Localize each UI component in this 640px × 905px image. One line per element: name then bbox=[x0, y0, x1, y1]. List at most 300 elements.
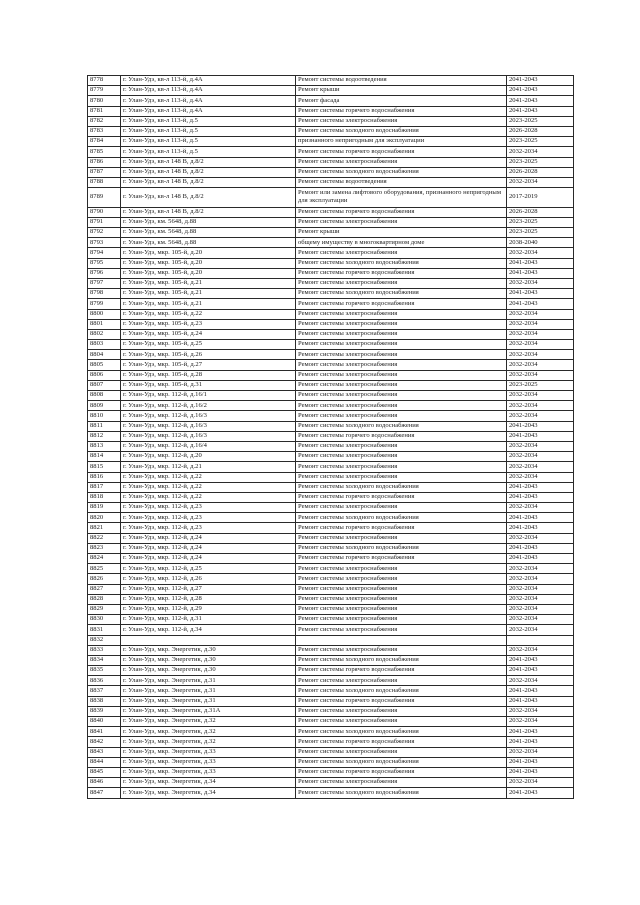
row-number-cell: 8788 bbox=[88, 177, 121, 187]
address-cell: г. Улан-Удэ, мкр. 105-й, д.20 bbox=[121, 258, 296, 268]
row-number-cell: 8825 bbox=[88, 564, 121, 574]
address-cell: г. Улан-Удэ, мкр. 112-й, д.34 bbox=[121, 625, 296, 635]
table-row bbox=[88, 615, 574, 625]
period-cell: 2041-2043 bbox=[507, 737, 574, 747]
table-row bbox=[88, 513, 574, 523]
address-cell: г. Улан-Удэ, мкр. 105-й, д.21 bbox=[121, 278, 296, 288]
table-row bbox=[88, 594, 574, 604]
address-cell: г. Улан-Удэ, мкр. 112-й, д.23 bbox=[121, 513, 296, 523]
work-type-cell: Ремонт системы горячего водоснабжения bbox=[296, 523, 507, 533]
repair-schedule-table bbox=[87, 75, 574, 799]
table-row bbox=[88, 188, 574, 208]
table-row bbox=[88, 686, 574, 696]
address-cell: г. Улан-Удэ, кв-л 113-й, д.4А bbox=[121, 76, 296, 86]
table-row bbox=[88, 319, 574, 329]
address-cell: г. Улан-Удэ, мкр. 105-й, д.20 bbox=[121, 248, 296, 258]
period-cell: 2023-2025 bbox=[507, 228, 574, 238]
address-cell: г. Улан-Удэ, мкр. Энергетик, д.34 bbox=[121, 778, 296, 788]
work-type-cell: Ремонт системы электроснабжения bbox=[296, 584, 507, 594]
period-cell: 2041-2043 bbox=[507, 106, 574, 116]
row-number-cell: 8790 bbox=[88, 207, 121, 217]
period-cell: 2032-2034 bbox=[507, 533, 574, 543]
row-number-cell: 8813 bbox=[88, 441, 121, 451]
address-cell: г. Улан-Удэ, мкр. 112-й, д.22 bbox=[121, 482, 296, 492]
work-type-cell: Ремонт системы горячего водоснабжения bbox=[296, 431, 507, 441]
period-cell: 2023-2025 bbox=[507, 380, 574, 390]
table-row bbox=[88, 411, 574, 421]
row-number-cell: 8810 bbox=[88, 411, 121, 421]
work-type-cell: Ремонт системы горячего водоснабжения bbox=[296, 737, 507, 747]
row-number-cell: 8840 bbox=[88, 717, 121, 727]
work-type-cell: Ремонт системы горячего водоснабжения bbox=[296, 492, 507, 502]
row-number-cell: 8842 bbox=[88, 737, 121, 747]
period-cell: 2032-2034 bbox=[507, 350, 574, 360]
address-cell: г. Улан-Удэ, мкр. 112-й, д.16/3 bbox=[121, 421, 296, 431]
period-cell: 2032-2034 bbox=[507, 574, 574, 584]
address-cell: г. Улан-Удэ, кв-л 113-й, д.5 bbox=[121, 116, 296, 126]
table-row bbox=[88, 137, 574, 147]
row-number-cell: 8791 bbox=[88, 217, 121, 227]
row-number-cell: 8782 bbox=[88, 116, 121, 126]
period-cell: 2041-2043 bbox=[507, 431, 574, 441]
row-number-cell: 8784 bbox=[88, 137, 121, 147]
work-type-cell: Ремонт системы холодного водоснабжения bbox=[296, 788, 507, 798]
period-cell: 2032-2034 bbox=[507, 747, 574, 757]
address-cell: г. Улан-Удэ, кв-л 113-й, д.4А bbox=[121, 106, 296, 116]
address-cell: г. Улан-Удэ, кв-л 148 В, д.8/2 bbox=[121, 157, 296, 167]
row-number-cell: 8800 bbox=[88, 309, 121, 319]
work-type-cell: Ремонт системы холодного водоснабжения bbox=[296, 513, 507, 523]
period-cell: 2032-2034 bbox=[507, 594, 574, 604]
period-cell: 2041-2043 bbox=[507, 492, 574, 502]
table-row bbox=[88, 625, 574, 635]
address-cell: г. Улан-Удэ, мкр. 112-й, д.16/2 bbox=[121, 401, 296, 411]
address-cell: г. Улан-Удэ, мкр. Энергетик, д.33 bbox=[121, 757, 296, 767]
period-cell: 2032-2034 bbox=[507, 401, 574, 411]
row-number-cell: 8828 bbox=[88, 594, 121, 604]
period-cell: 2041-2043 bbox=[507, 655, 574, 665]
table-row bbox=[88, 778, 574, 788]
work-type-cell: Ремонт системы горячего водоснабжения bbox=[296, 147, 507, 157]
work-type-cell: Ремонт системы горячего водоснабжения bbox=[296, 767, 507, 777]
address-cell: г. Улан-Удэ, мкр. 112-й, д.23 bbox=[121, 503, 296, 513]
work-type-cell: Ремонт системы холодного водоснабжения bbox=[296, 757, 507, 767]
row-number-cell: 8787 bbox=[88, 167, 121, 177]
table-row bbox=[88, 543, 574, 553]
period-cell: 2032-2034 bbox=[507, 472, 574, 482]
row-number-cell: 8816 bbox=[88, 472, 121, 482]
work-type-cell: Ремонт системы холодного водоснабжения bbox=[296, 167, 507, 177]
table-row bbox=[88, 86, 574, 96]
address-cell: г. Улан-Удэ, мкр. 112-й, д.16/3 bbox=[121, 431, 296, 441]
period-cell: 2041-2043 bbox=[507, 727, 574, 737]
work-type-cell: Ремонт системы электроснабжения bbox=[296, 116, 507, 126]
period-cell: 2041-2043 bbox=[507, 666, 574, 676]
row-number-cell: 8829 bbox=[88, 604, 121, 614]
work-type-cell: Ремонт системы горячего водоснабжения bbox=[296, 268, 507, 278]
table-row bbox=[88, 472, 574, 482]
table-row bbox=[88, 655, 574, 665]
work-type-cell: Ремонт системы холодного водоснабжения bbox=[296, 543, 507, 553]
period-cell: 2032-2034 bbox=[507, 452, 574, 462]
work-type-cell: Ремонт системы электроснабжения bbox=[296, 615, 507, 625]
work-type-cell: Ремонт системы горячего водоснабжения bbox=[296, 207, 507, 217]
period-cell: 2032-2034 bbox=[507, 462, 574, 472]
period-cell: 2032-2034 bbox=[507, 340, 574, 350]
table-row bbox=[88, 584, 574, 594]
row-number-cell: 8833 bbox=[88, 645, 121, 655]
address-cell: г. Улан-Удэ, мкр. 105-й, д.28 bbox=[121, 370, 296, 380]
work-type-cell: Ремонт системы электроснабжения bbox=[296, 441, 507, 451]
table-row bbox=[88, 604, 574, 614]
row-number-cell: 8786 bbox=[88, 157, 121, 167]
period-cell bbox=[507, 635, 574, 645]
period-cell: 2032-2034 bbox=[507, 778, 574, 788]
table-row bbox=[88, 737, 574, 747]
work-type-cell: Ремонт системы электроснабжения bbox=[296, 452, 507, 462]
row-number-cell: 8824 bbox=[88, 554, 121, 564]
address-cell bbox=[121, 635, 296, 645]
period-cell: 2023-2025 bbox=[507, 116, 574, 126]
table-row bbox=[88, 431, 574, 441]
address-cell: г. Улан-Удэ, мкр. 112-й, д.25 bbox=[121, 564, 296, 574]
work-type-cell: Ремонт системы электроснабжения bbox=[296, 411, 507, 421]
period-cell: 2041-2043 bbox=[507, 767, 574, 777]
address-cell: г. Улан-Удэ, кв-л 148 В, д.8/2 bbox=[121, 167, 296, 177]
table-row bbox=[88, 676, 574, 686]
row-number-cell: 8805 bbox=[88, 360, 121, 370]
work-type-cell: признанного непригодным для эксплуатации bbox=[296, 137, 507, 147]
row-number-cell: 8814 bbox=[88, 452, 121, 462]
table-row bbox=[88, 76, 574, 86]
work-type-cell: Ремонт системы электроснабжения bbox=[296, 217, 507, 227]
row-number-cell: 8802 bbox=[88, 329, 121, 339]
table-row bbox=[88, 523, 574, 533]
address-cell: г. Улан-Удэ, мкр. Энергетик, д.33 bbox=[121, 747, 296, 757]
table-row bbox=[88, 757, 574, 767]
work-type-cell: Ремонт системы электроснабжения bbox=[296, 717, 507, 727]
table-body bbox=[88, 76, 574, 799]
address-cell: г. Улан-Удэ, мкр. 105-й, д.22 bbox=[121, 309, 296, 319]
row-number-cell: 8827 bbox=[88, 584, 121, 594]
period-cell: 2023-2025 bbox=[507, 217, 574, 227]
period-cell: 2026-2028 bbox=[507, 126, 574, 136]
address-cell: г. Улан-Удэ, мкр. 105-й, д.21 bbox=[121, 289, 296, 299]
address-cell: г. Улан-Удэ, кв-л 113-й, д.5 bbox=[121, 126, 296, 136]
work-type-cell: Ремонт крыши bbox=[296, 86, 507, 96]
table-row bbox=[88, 177, 574, 187]
address-cell: г. Улан-Удэ, км. 5648, д.88 bbox=[121, 228, 296, 238]
row-number-cell: 8808 bbox=[88, 391, 121, 401]
address-cell: г. Улан-Удэ, кв-л 148 В, д.8/2 bbox=[121, 207, 296, 217]
work-type-cell: Ремонт системы электроснабжения bbox=[296, 503, 507, 513]
period-cell: 2041-2043 bbox=[507, 523, 574, 533]
table-row bbox=[88, 482, 574, 492]
address-cell: г. Улан-Удэ, мкр. 112-й, д.21 bbox=[121, 462, 296, 472]
address-cell: г. Улан-Удэ, мкр. Энергетик, д.30 bbox=[121, 645, 296, 655]
address-cell: г. Улан-Удэ, мкр. 105-й, д.25 bbox=[121, 340, 296, 350]
table-row bbox=[88, 228, 574, 238]
work-type-cell: Ремонт системы холодного водоснабжения bbox=[296, 421, 507, 431]
work-type-cell: Ремонт системы электроснабжения bbox=[296, 329, 507, 339]
address-cell: г. Улан-Удэ, мкр. Энергетик, д.31 bbox=[121, 676, 296, 686]
period-cell: 2041-2043 bbox=[507, 482, 574, 492]
row-number-cell: 8811 bbox=[88, 421, 121, 431]
period-cell: 2032-2034 bbox=[507, 391, 574, 401]
work-type-cell bbox=[296, 635, 507, 645]
work-type-cell: Ремонт системы электроснабжения bbox=[296, 309, 507, 319]
row-number-cell: 8844 bbox=[88, 757, 121, 767]
period-cell: 2026-2028 bbox=[507, 167, 574, 177]
table-row bbox=[88, 788, 574, 798]
work-type-cell: Ремонт системы электроснабжения bbox=[296, 533, 507, 543]
work-type-cell: Ремонт системы холодного водоснабжения bbox=[296, 727, 507, 737]
period-cell: 2041-2043 bbox=[507, 513, 574, 523]
row-number-cell: 8794 bbox=[88, 248, 121, 258]
address-cell: г. Улан-Удэ, мкр. 105-й, д.20 bbox=[121, 268, 296, 278]
table-row bbox=[88, 217, 574, 227]
address-cell: г. Улан-Удэ, мкр. 112-й, д.22 bbox=[121, 472, 296, 482]
period-cell: 2017-2019 bbox=[507, 188, 574, 208]
work-type-cell: Ремонт системы электроснабжения bbox=[296, 340, 507, 350]
row-number-cell: 8780 bbox=[88, 96, 121, 106]
table-row bbox=[88, 645, 574, 655]
period-cell: 2032-2034 bbox=[507, 360, 574, 370]
address-cell: г. Улан-Удэ, км. 5648, д.88 bbox=[121, 217, 296, 227]
period-cell: 2032-2034 bbox=[507, 370, 574, 380]
address-cell: г. Улан-Удэ, мкр. 112-й, д.31 bbox=[121, 615, 296, 625]
row-number-cell: 8803 bbox=[88, 340, 121, 350]
work-type-cell: общему имуществу в многоквартирном доме bbox=[296, 238, 507, 248]
address-cell: г. Улан-Удэ, кв-л 148 В, д.8/2 bbox=[121, 188, 296, 208]
row-number-cell: 8812 bbox=[88, 431, 121, 441]
address-cell: г. Улан-Удэ, мкр. Энергетик, д.34 bbox=[121, 788, 296, 798]
table-row bbox=[88, 421, 574, 431]
table-row bbox=[88, 278, 574, 288]
work-type-cell: Ремонт крыши bbox=[296, 228, 507, 238]
work-type-cell: Ремонт системы электроснабжения bbox=[296, 157, 507, 167]
work-type-cell: Ремонт системы электроснабжения bbox=[296, 360, 507, 370]
period-cell: 2032-2034 bbox=[507, 248, 574, 258]
table-row bbox=[88, 401, 574, 411]
period-cell: 2041-2043 bbox=[507, 76, 574, 86]
table-row bbox=[88, 147, 574, 157]
row-number-cell: 8838 bbox=[88, 696, 121, 706]
row-number-cell: 8826 bbox=[88, 574, 121, 584]
period-cell: 2032-2034 bbox=[507, 717, 574, 727]
work-type-cell: Ремонт системы электроснабжения bbox=[296, 462, 507, 472]
period-cell: 2032-2034 bbox=[507, 564, 574, 574]
table-row bbox=[88, 492, 574, 502]
work-type-cell: Ремонт системы горячего водоснабжения bbox=[296, 554, 507, 564]
table-row bbox=[88, 340, 574, 350]
row-number-cell: 8832 bbox=[88, 635, 121, 645]
address-cell: г. Улан-Удэ, мкр. Энергетик, д.32 bbox=[121, 727, 296, 737]
table-row bbox=[88, 391, 574, 401]
work-type-cell: Ремонт системы электроснабжения bbox=[296, 747, 507, 757]
address-cell: г. Улан-Удэ, мкр. 112-й, д.23 bbox=[121, 523, 296, 533]
address-cell: г. Улан-Удэ, км. 5648, д.88 bbox=[121, 238, 296, 248]
table-row bbox=[88, 441, 574, 451]
table-row bbox=[88, 717, 574, 727]
work-type-cell: Ремонт системы электроснабжения bbox=[296, 472, 507, 482]
work-type-cell: Ремонт системы водоотведения bbox=[296, 177, 507, 187]
work-type-cell: Ремонт системы электроснабжения bbox=[296, 278, 507, 288]
period-cell: 2032-2034 bbox=[507, 604, 574, 614]
row-number-cell: 8789 bbox=[88, 188, 121, 208]
address-cell: г. Улан-Удэ, мкр. 112-й, д.16/1 bbox=[121, 391, 296, 401]
period-cell: 2023-2025 bbox=[507, 137, 574, 147]
period-cell: 2032-2034 bbox=[507, 645, 574, 655]
work-type-cell: Ремонт системы электроснабжения bbox=[296, 401, 507, 411]
period-cell: 2032-2034 bbox=[507, 615, 574, 625]
period-cell: 2032-2034 bbox=[507, 147, 574, 157]
table-row bbox=[88, 96, 574, 106]
row-number-cell: 8845 bbox=[88, 767, 121, 777]
work-type-cell: Ремонт системы электроснабжения bbox=[296, 706, 507, 716]
address-cell: г. Улан-Удэ, кв-л 148 В, д.8/2 bbox=[121, 177, 296, 187]
work-type-cell: Ремонт системы электроснабжения bbox=[296, 380, 507, 390]
work-type-cell: Ремонт системы электроснабжения bbox=[296, 778, 507, 788]
row-number-cell: 8837 bbox=[88, 686, 121, 696]
row-number-cell: 8834 bbox=[88, 655, 121, 665]
row-number-cell: 8783 bbox=[88, 126, 121, 136]
row-number-cell: 8799 bbox=[88, 299, 121, 309]
period-cell: 2041-2043 bbox=[507, 686, 574, 696]
row-number-cell: 8847 bbox=[88, 788, 121, 798]
work-type-cell: Ремонт системы электроснабжения bbox=[296, 564, 507, 574]
period-cell: 2032-2034 bbox=[507, 278, 574, 288]
address-cell: г. Улан-Удэ, мкр. 105-й, д.23 bbox=[121, 319, 296, 329]
row-number-cell: 8792 bbox=[88, 228, 121, 238]
address-cell: г. Улан-Удэ, мкр. Энергетик, д.33 bbox=[121, 767, 296, 777]
address-cell: г. Улан-Удэ, мкр. 112-й, д.16/4 bbox=[121, 441, 296, 451]
address-cell: г. Улан-Удэ, мкр. 112-й, д.16/3 bbox=[121, 411, 296, 421]
table-row bbox=[88, 167, 574, 177]
table-row bbox=[88, 533, 574, 543]
table-row bbox=[88, 268, 574, 278]
row-number-cell: 8796 bbox=[88, 268, 121, 278]
period-cell: 2032-2034 bbox=[507, 625, 574, 635]
work-type-cell: Ремонт системы электроснабжения bbox=[296, 370, 507, 380]
period-cell: 2032-2034 bbox=[507, 329, 574, 339]
row-number-cell: 8809 bbox=[88, 401, 121, 411]
address-cell: г. Улан-Удэ, мкр. 112-й, д.28 bbox=[121, 594, 296, 604]
period-cell: 2026-2028 bbox=[507, 207, 574, 217]
address-cell: г. Улан-Удэ, кв-л 113-й, д.4А bbox=[121, 86, 296, 96]
work-type-cell: Ремонт системы горячего водоснабжения bbox=[296, 106, 507, 116]
row-number-cell: 8793 bbox=[88, 238, 121, 248]
table-row bbox=[88, 309, 574, 319]
table-row bbox=[88, 207, 574, 217]
address-cell: г. Улан-Удэ, мкр. 112-й, д.22 bbox=[121, 492, 296, 502]
work-type-cell: Ремонт системы холодного водоснабжения bbox=[296, 289, 507, 299]
address-cell: г. Улан-Удэ, кв-л 113-й, д.5 bbox=[121, 147, 296, 157]
table-row bbox=[88, 727, 574, 737]
period-cell: 2023-2025 bbox=[507, 157, 574, 167]
work-type-cell: Ремонт или замена лифтового оборудования, признанного непригодным для эксплуатации bbox=[296, 188, 507, 208]
table-row bbox=[88, 574, 574, 584]
table-row bbox=[88, 106, 574, 116]
row-number-cell: 8843 bbox=[88, 747, 121, 757]
table-row bbox=[88, 767, 574, 777]
work-type-cell: Ремонт системы горячего водоснабжения bbox=[296, 696, 507, 706]
work-type-cell: Ремонт фасада bbox=[296, 96, 507, 106]
table-row bbox=[88, 126, 574, 136]
period-cell: 2041-2043 bbox=[507, 96, 574, 106]
row-number-cell: 8822 bbox=[88, 533, 121, 543]
row-number-cell: 8804 bbox=[88, 350, 121, 360]
row-number-cell: 8801 bbox=[88, 319, 121, 329]
period-cell: 2041-2043 bbox=[507, 289, 574, 299]
row-number-cell: 8830 bbox=[88, 615, 121, 625]
table-row bbox=[88, 380, 574, 390]
work-type-cell: Ремонт системы холодного водоснабжения bbox=[296, 655, 507, 665]
table-row bbox=[88, 248, 574, 258]
address-cell: г. Улан-Удэ, мкр. 112-й, д.27 bbox=[121, 584, 296, 594]
row-number-cell: 8797 bbox=[88, 278, 121, 288]
period-cell: 2032-2034 bbox=[507, 706, 574, 716]
table-row bbox=[88, 258, 574, 268]
address-cell: г. Улан-Удэ, мкр. 105-й, д.27 bbox=[121, 360, 296, 370]
table-row bbox=[88, 350, 574, 360]
work-type-cell: Ремонт системы электроснабжения bbox=[296, 319, 507, 329]
period-cell: 2032-2034 bbox=[507, 319, 574, 329]
period-cell: 2041-2043 bbox=[507, 543, 574, 553]
period-cell: 2041-2043 bbox=[507, 757, 574, 767]
period-cell: 2032-2034 bbox=[507, 503, 574, 513]
row-number-cell: 8815 bbox=[88, 462, 121, 472]
row-number-cell: 8807 bbox=[88, 380, 121, 390]
table-row bbox=[88, 666, 574, 676]
row-number-cell: 8839 bbox=[88, 706, 121, 716]
address-cell: г. Улан-Удэ, мкр. Энергетик, д.31 bbox=[121, 696, 296, 706]
table-row bbox=[88, 696, 574, 706]
row-number-cell: 8785 bbox=[88, 147, 121, 157]
work-type-cell: Ремонт системы электроснабжения bbox=[296, 676, 507, 686]
row-number-cell: 8821 bbox=[88, 523, 121, 533]
work-type-cell: Ремонт системы электроснабжения bbox=[296, 594, 507, 604]
period-cell: 2041-2043 bbox=[507, 299, 574, 309]
table-row bbox=[88, 635, 574, 645]
address-cell: г. Улан-Удэ, мкр. 112-й, д.24 bbox=[121, 554, 296, 564]
table-row bbox=[88, 452, 574, 462]
period-cell: 2032-2034 bbox=[507, 676, 574, 686]
row-number-cell: 8818 bbox=[88, 492, 121, 502]
address-cell: г. Улан-Удэ, мкр. Энергетик, д.32 bbox=[121, 737, 296, 747]
row-number-cell: 8778 bbox=[88, 76, 121, 86]
row-number-cell: 8823 bbox=[88, 543, 121, 553]
address-cell: г. Улан-Удэ, мкр. 105-й, д.26 bbox=[121, 350, 296, 360]
address-cell: г. Улан-Удэ, мкр. Энергетик, д.31А bbox=[121, 706, 296, 716]
address-cell: г. Улан-Удэ, мкр. 112-й, д.29 bbox=[121, 604, 296, 614]
work-type-cell: Ремонт системы водоотведения bbox=[296, 76, 507, 86]
period-cell: 2032-2034 bbox=[507, 309, 574, 319]
work-type-cell: Ремонт системы холодного водоснабжения bbox=[296, 482, 507, 492]
row-number-cell: 8846 bbox=[88, 778, 121, 788]
table-row bbox=[88, 462, 574, 472]
row-number-cell: 8819 bbox=[88, 503, 121, 513]
row-number-cell: 8831 bbox=[88, 625, 121, 635]
address-cell: г. Улан-Удэ, кв-л 113-й, д.5 bbox=[121, 137, 296, 147]
period-cell: 2041-2043 bbox=[507, 554, 574, 564]
address-cell: г. Улан-Удэ, кв-л 113-й, д.4А bbox=[121, 96, 296, 106]
table-row bbox=[88, 370, 574, 380]
address-cell: г. Улан-Удэ, мкр. 112-й, д.26 bbox=[121, 574, 296, 584]
table-row bbox=[88, 116, 574, 126]
period-cell: 2041-2043 bbox=[507, 788, 574, 798]
table-row bbox=[88, 360, 574, 370]
